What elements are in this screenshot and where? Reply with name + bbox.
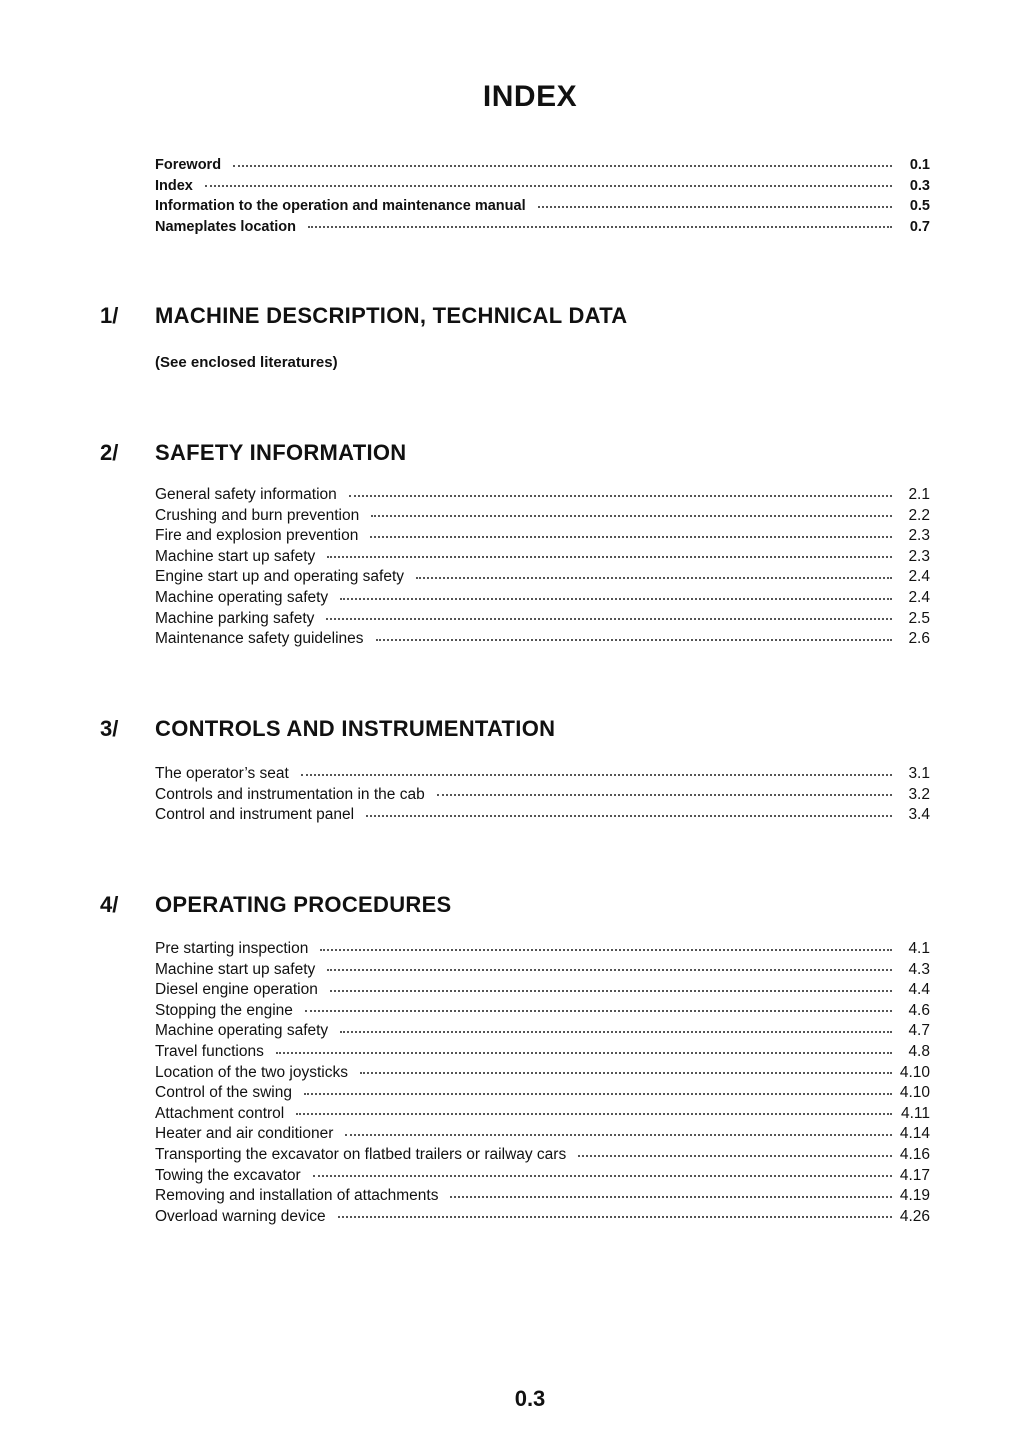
toc-entry-title: Fire and explosion prevention	[155, 527, 359, 545]
dot-leader	[327, 556, 892, 558]
toc-entry	[155, 1001, 930, 1022]
dot-leader	[340, 598, 892, 600]
toc-entry-title: Controls and instrumentation in the cab	[155, 785, 425, 803]
toc-entry-title: Heater and air conditioner	[155, 1125, 334, 1143]
toc-entry	[155, 1145, 930, 1166]
toc-entry-title: Engine start up and operating safety	[155, 568, 405, 586]
toc-entry-page: 2.2	[908, 506, 930, 524]
toc-entry-page: 2.4	[908, 588, 930, 606]
toc-entry-page: 0.7	[909, 218, 930, 235]
dot-leader	[313, 1175, 892, 1177]
toc-entry-page: 2.4	[908, 568, 930, 586]
toc-entry	[155, 1042, 930, 1063]
toc-entry-title: Information to the operation and maintenance manual	[155, 198, 526, 215]
dot-leader	[340, 1031, 892, 1033]
toc-entry-page: 2.3	[908, 547, 930, 565]
toc-entry	[155, 1083, 930, 1104]
section-title: CONTROLS AND INSTRUMENTATION	[155, 716, 556, 741]
dot-leader	[338, 1216, 892, 1218]
toc-entry-title: Towing the excavator	[155, 1166, 301, 1184]
section-title: MACHINE DESCRIPTION, TECHNICAL DATA	[155, 303, 628, 328]
dot-leader	[416, 577, 892, 579]
section-entry-list	[155, 485, 930, 650]
dot-leader	[578, 1155, 892, 1157]
toc-entry-page: 4.8	[908, 1042, 930, 1060]
toc-entry	[155, 960, 930, 981]
toc-entry-title: Maintenance safety guidelines	[155, 630, 364, 648]
toc-entry-title: Diesel engine operation	[155, 981, 318, 999]
toc-entry-page: 4.14	[899, 1125, 930, 1143]
toc-entry	[155, 217, 930, 238]
section-number: 4/	[100, 892, 119, 917]
toc-entry-page: 3.1	[908, 765, 930, 782]
toc-entry-title: Pre starting inspection	[155, 940, 309, 957]
dot-leader	[301, 774, 892, 776]
dot-leader	[205, 185, 892, 187]
toc-entry-title: Stopping the engine	[155, 1001, 293, 1019]
toc-entry-page: 4.6	[908, 1001, 930, 1019]
toc-entry-title: Overload warning device	[155, 1207, 326, 1225]
section-note: (See enclosed literatures)	[155, 354, 338, 371]
section-number: 1/	[100, 303, 119, 328]
toc-entry	[155, 764, 930, 785]
dot-leader	[276, 1052, 892, 1054]
toc-entry	[155, 1104, 930, 1125]
toc-entry	[155, 567, 930, 588]
toc-entry-title: Control and instrument panel	[155, 806, 355, 824]
toc-entry-page: 0.3	[909, 177, 930, 194]
dot-leader	[360, 1072, 892, 1074]
toc-entry	[155, 609, 930, 630]
toc-entry-title: Machine start up safety	[155, 960, 316, 978]
section-entry-list	[155, 764, 930, 826]
section-number: 2/	[100, 440, 119, 465]
toc-entry	[155, 485, 930, 506]
toc-entry-page: 4.17	[899, 1166, 930, 1184]
toc-entry-page: 2.3	[908, 527, 930, 545]
toc-entry-title: Travel functions	[155, 1042, 264, 1060]
front-matter-list	[155, 155, 930, 237]
toc-entry-title: Attachment control	[155, 1104, 285, 1122]
toc-entry	[155, 805, 930, 826]
dot-leader	[450, 1196, 891, 1198]
toc-entry-page: 2.1	[908, 486, 930, 503]
toc-entry	[155, 155, 930, 176]
toc-entry-page: 3.2	[908, 785, 930, 803]
toc-entry	[155, 1207, 930, 1228]
toc-entry	[155, 176, 930, 197]
dot-leader	[371, 515, 892, 517]
toc-entry-title: Machine start up safety	[155, 547, 316, 565]
dot-leader	[305, 1010, 892, 1012]
dot-leader	[296, 1113, 892, 1115]
toc-entry	[155, 196, 930, 217]
dot-leader	[327, 969, 892, 971]
toc-entry-title: Transporting the excavator on flatbed trailers or railway cars	[155, 1145, 567, 1163]
toc-entry	[155, 1124, 930, 1145]
toc-entry-title: Nameplates location	[155, 218, 297, 235]
toc-entry-page: 4.10	[899, 1063, 930, 1081]
dot-leader	[345, 1134, 891, 1136]
dot-leader	[366, 815, 892, 817]
toc-entry	[155, 547, 930, 568]
toc-entry	[155, 980, 930, 1001]
toc-entry-page: 4.3	[908, 960, 930, 978]
toc-entry-page: 4.16	[899, 1145, 930, 1163]
toc-entry-page: 4.4	[908, 981, 930, 999]
page-title: INDEX	[482, 80, 578, 113]
toc-entry-title: Machine parking safety	[155, 609, 315, 627]
toc-entry	[155, 1166, 930, 1187]
toc-entry-page: 4.10	[899, 1084, 930, 1102]
toc-entry-page: 4.1	[908, 940, 930, 957]
toc-entry-page: 4.11	[900, 1104, 930, 1122]
dot-leader	[330, 990, 892, 992]
toc-entry-title: Machine operating safety	[155, 1022, 329, 1040]
dot-leader	[370, 536, 892, 538]
dot-leader	[538, 206, 892, 208]
toc-entry-title: The operator’s seat	[155, 765, 289, 782]
toc-entry	[155, 526, 930, 547]
toc-entry	[155, 785, 930, 806]
toc-entry-page: 3.4	[908, 806, 930, 824]
section-title: SAFETY INFORMATION	[155, 440, 407, 465]
toc-entry	[155, 939, 930, 960]
section-entry-list	[155, 939, 930, 1227]
dot-leader	[320, 949, 892, 951]
toc-entry-page: 2.6	[908, 630, 930, 648]
toc-entry	[155, 629, 930, 650]
toc-entry-page: 4.19	[899, 1187, 930, 1205]
toc-entry	[155, 506, 930, 527]
dot-leader	[437, 794, 892, 796]
toc-entry-title: Machine operating safety	[155, 588, 329, 606]
toc-entry	[155, 1021, 930, 1042]
toc-entry-title: Foreword	[155, 157, 222, 173]
dot-leader	[326, 618, 892, 620]
toc-entry-title: General safety information	[155, 486, 337, 503]
toc-entry-page: 4.7	[908, 1022, 930, 1040]
toc-entry-page: 2.5	[908, 609, 930, 627]
dot-leader	[349, 495, 892, 497]
toc-entry-title: Location of the two joysticks	[155, 1063, 348, 1081]
toc-entry-page: 4.26	[899, 1207, 930, 1225]
dot-leader	[233, 165, 892, 167]
toc-entry-title: Control of the swing	[155, 1084, 292, 1102]
toc-entry	[155, 1186, 930, 1207]
dot-leader	[304, 1093, 892, 1095]
toc-entry	[155, 588, 930, 609]
toc-entry-title: Crushing and burn prevention	[155, 506, 360, 524]
toc-entry	[155, 1063, 930, 1084]
toc-entry-page: 0.1	[909, 157, 930, 173]
toc-entry-title: Index	[155, 177, 193, 194]
toc-entry-page: 0.5	[909, 198, 930, 215]
section-number: 3/	[100, 716, 119, 741]
section-title: OPERATING PROCEDURES	[155, 892, 452, 917]
dot-leader	[376, 639, 892, 641]
dot-leader	[308, 226, 892, 228]
page-number: 0.3	[514, 1386, 546, 1411]
toc-entry-title: Removing and installation of attachments	[155, 1187, 439, 1205]
